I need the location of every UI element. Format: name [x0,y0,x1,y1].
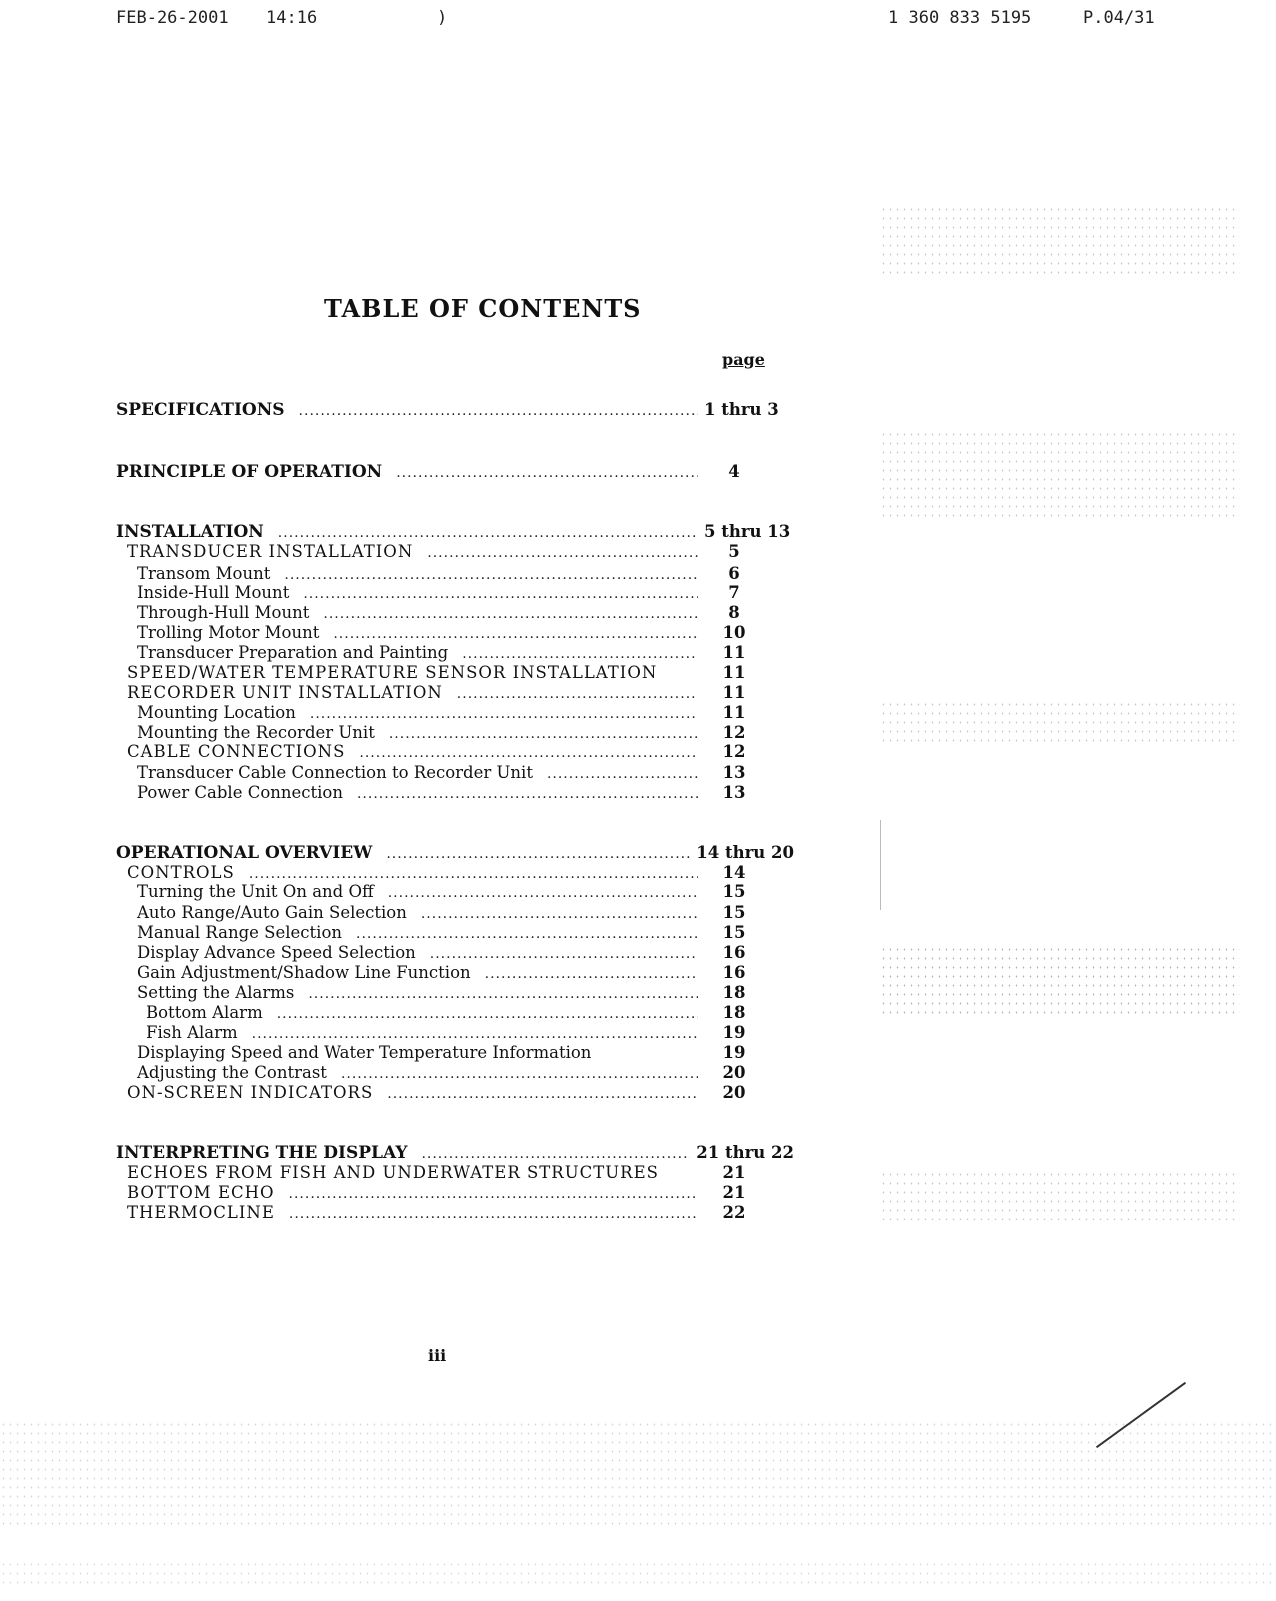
toc-entry-page: 11 [722,683,746,702]
toc-entry-title: Auto Range/Auto Gain Selection [137,903,407,922]
toc-entry-title: PRINCIPLE OF OPERATION [116,462,383,482]
toc-dot-leader [289,1184,698,1204]
toc-entry [116,623,794,643]
toc-entry-title: OPERATIONAL OVERVIEW [116,843,373,863]
scan-noise [880,205,1240,275]
toc-entry [116,763,794,783]
toc-entry [116,663,794,683]
toc-entry [116,583,794,603]
toc-entry-title: INTERPRETING THE DISPLAY [116,1143,408,1163]
toc-entry-title: RECORDER UNIT INSTALLATION [127,683,443,702]
toc-dot-leader [547,764,698,784]
toc-entry-title: Turning the Unit On and Off [137,882,374,901]
toc-entry-page: 18 [722,983,746,1002]
toc-entry-title: Bottom Alarm [146,1003,263,1022]
toc-dot-leader [359,743,698,763]
toc-entry-page: 8 [728,603,740,622]
toc-entry [116,462,794,482]
toc-entry-page: 4 [728,462,740,481]
toc-entry [116,1163,794,1183]
toc-entry [116,843,794,863]
toc-entry-title: TRANSDUCER INSTALLATION [127,542,414,561]
toc-entry-title: THERMOCLINE [127,1203,275,1222]
toc-dot-leader [388,883,698,903]
toc-dot-leader [421,904,698,924]
toc-entry-title: Adjusting the Contrast [137,1063,327,1082]
toc-entry-page: 21 [722,1163,746,1182]
toc-entry-title: SPEED/WATER TEMPERATURE SENSOR INSTALLATION [127,663,658,682]
toc-entry-title: Inside-Hull Mount [137,583,290,602]
toc-entry-page: 16 [722,943,746,962]
toc-dot-leader [278,523,698,543]
page-column-header: page [722,350,765,369]
toc-entry-page: 13 [722,763,746,782]
scan-noise [880,945,1240,1015]
toc-entry-page: 15 [722,923,746,942]
toc-entry [116,400,794,420]
toc-entry-page: 21 thru 22 [696,1143,794,1162]
toc-dot-leader [323,604,698,624]
toc-entry [116,542,794,562]
toc-entry [116,683,794,703]
toc-dot-leader [386,844,690,864]
toc-entry-title: Power Cable Connection [137,783,343,802]
toc-entry-page: 12 [722,742,746,761]
toc-entry [116,643,794,663]
toc-entry-page: 15 [722,882,746,901]
toc-entry [116,1063,794,1083]
toc-entry [116,983,794,1003]
scan-noise [0,1560,1276,1590]
toc-entry-title: Fish Alarm [146,1023,238,1042]
toc-entry-title: INSTALLATION [116,522,264,542]
toc-dot-leader [310,704,698,724]
scan-noise [880,700,1240,745]
toc-entry-page: 5 thru 13 [704,522,791,541]
fax-header [0,8,1276,32]
toc-dot-leader [308,984,698,1004]
toc-entry-title: Displaying Speed and Water Temperature Information [137,1043,592,1062]
toc-entry [116,943,794,963]
toc-entry-title: Setting the Alarms [137,983,295,1002]
toc-entry [116,783,794,803]
toc-entry-page: 5 [728,542,740,561]
toc-dot-leader [485,964,698,984]
toc-entry [116,963,794,983]
toc-entry [116,1143,794,1163]
toc-entry [116,1023,794,1043]
toc-entry-title: Transom Mount [137,564,271,583]
page-folio: iii [428,1346,447,1365]
toc-entry-title: Mounting the Recorder Unit [137,723,375,742]
toc-entry-page: 11 [722,663,746,682]
toc-entry-title: Display Advance Speed Selection [137,943,416,962]
toc-dot-leader [357,784,698,804]
toc-entry-page: 6 [728,564,740,583]
toc-entry-page: 11 [722,643,746,662]
toc-dot-leader [252,1024,698,1044]
toc-entry-title: ECHOES FROM FISH AND UNDERWATER STRUCTURES [127,1163,659,1182]
toc-entry-title: ON-SCREEN INDICATORS [127,1083,374,1102]
toc-entry-page: 20 [722,1083,746,1102]
fax-page-number: P.04/31 [1083,8,1155,28]
toc-entry-title: Manual Range Selection [137,923,343,942]
toc-dot-leader [457,684,698,704]
toc-dot-leader [299,401,698,421]
scan-noise [0,1420,1276,1530]
toc-entry [116,882,794,902]
toc-dot-leader [387,1084,698,1104]
toc-dot-leader [277,1004,698,1024]
toc-entry-page: 11 [722,703,746,722]
toc-entry-title: SPECIFICATIONS [116,400,285,420]
scan-edge-line [880,820,881,910]
toc-dot-leader [356,924,698,944]
toc-entry-page: 16 [722,963,746,982]
toc-entry-title: Gain Adjustment/Shadow Line Function [137,963,471,982]
toc-entry [116,742,794,762]
fax-time: 14:16 [266,8,318,28]
toc-dot-leader [421,1144,690,1164]
toc-dot-leader [333,624,698,644]
toc-entry [116,1203,794,1223]
toc-entry-title: Mounting Location [137,703,296,722]
toc-entry [116,723,794,743]
toc-entry [116,1083,794,1103]
toc-dot-leader [389,724,698,744]
toc-entry-page: 19 [722,1043,746,1062]
fax-mark: ) [437,8,448,28]
toc-dot-leader [284,565,698,585]
toc-entry-title: CONTROLS [127,863,235,882]
toc-dot-leader [289,1204,698,1224]
toc-entry [116,1043,794,1063]
page-title: TABLE OF CONTENTS [324,294,642,324]
toc-entry [116,923,794,943]
toc-entry [116,903,794,923]
toc-entry-title: BOTTOM ECHO [127,1183,275,1202]
toc-entry-page: 12 [722,723,746,742]
toc-entry [116,522,794,542]
toc-dot-leader [430,944,698,964]
toc-entry-page: 13 [722,783,746,802]
toc-entry-page: 19 [722,1023,746,1042]
toc-dot-leader [462,644,698,664]
toc-entry [116,1183,794,1203]
toc-entry-page: 7 [728,583,740,602]
toc-dot-leader [427,543,698,563]
fax-date: FEB-26-2001 [116,8,229,28]
toc-entry-page: 20 [722,1063,746,1082]
toc-entry-page: 18 [722,1003,746,1022]
toc-entry-title: CABLE CONNECTIONS [127,742,346,761]
toc-dot-leader [249,864,698,884]
scan-noise [880,1170,1240,1220]
toc-entry-page: 14 [722,863,746,882]
toc-dot-leader [303,584,698,604]
toc-entry-page: 14 thru 20 [696,843,794,862]
toc-dot-leader [396,463,698,483]
toc-entry-title: Transducer Cable Connection to Recorder Unit [137,763,533,782]
toc-dot-leader [341,1064,698,1084]
scan-noise [880,430,1240,520]
toc-entry [116,603,794,623]
toc-entry-page: 21 [722,1183,746,1202]
toc-entry [116,564,794,584]
toc-entry-page: 22 [722,1203,746,1222]
toc-entry [116,703,794,723]
toc-entry-title: Trolling Motor Mount [137,623,320,642]
fax-phone-number: 1 360 833 5195 [888,8,1032,28]
toc-entry [116,863,794,883]
toc-entry-title: Transducer Preparation and Painting [137,643,449,662]
toc-entry-title: Through-Hull Mount [137,603,310,622]
toc-entry-page: 15 [722,903,746,922]
toc-entry-page: 1 thru 3 [704,400,779,419]
toc-entry-page: 10 [722,623,746,642]
toc-entry [116,1003,794,1023]
